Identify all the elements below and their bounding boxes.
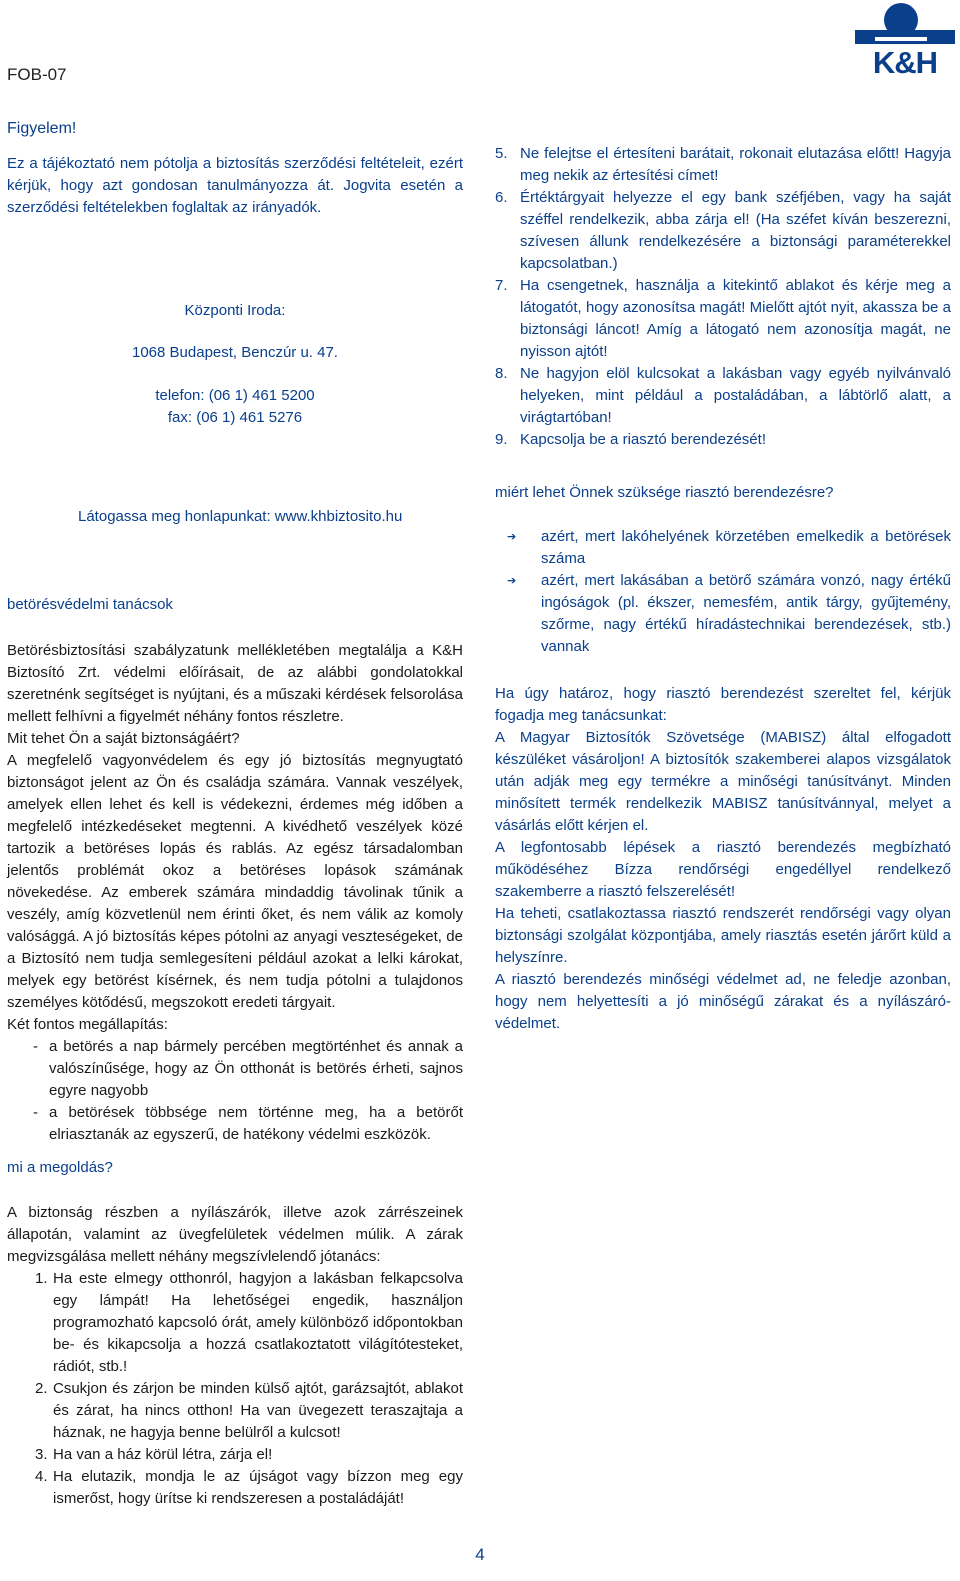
- list-item: 9. Kapcsolja be a riasztó berendezését!: [495, 431, 766, 448]
- list-item: 6. Értéktárgyait helyezze el egy bank széfjében, vagy ha saját széffel rendelkezik, abba zárja el! (Ha széfet kíván beszerezni, szívesen állunk rendelkezésére a biztonsági paraméterekkel kapcsolatban.): [495, 189, 951, 272]
- why-paragraph: A riasztó berendezés minőségi védelmet ad, ne feledje azonban, hogy nem helyettesíti a jó minőségű zárakat és a nyílászáró-védelmet.: [495, 971, 951, 1032]
- office-address: 1068 Budapest, Benczúr u. 47.: [132, 344, 338, 361]
- solution-body: [7, 1202, 463, 1510]
- advice-question: Mit tehet Ön a saját biztonságáért?: [7, 730, 240, 747]
- list-item: ➔ azért, mert lakóhelyének körzetében emelkedik a betörések száma: [507, 528, 951, 567]
- page-number: 4: [475, 1545, 485, 1564]
- warning-text: Ez a tájékoztató nem pótolja a biztosítás szerződési feltételeit, ezért kérjük, hogy azt gondosan tanulmányozza át. Jogvita esetén a szerződési feltételekben foglaltak az irányadók.: [7, 155, 463, 216]
- list-item: 1. Ha este elmegy otthonról, hagyjon a lakásban felkapcsolva egy lámpát! Ha lehetőségei engedik, használjon programozható kapcsoló órát, amely különböző időpontokban be- és kikapcsolja a hozzá csatlakoztatott világítótesteket, rádiót, stb.!: [35, 1270, 463, 1375]
- list-item: 4. Ha elutazik, mondja le az újságot vagy bízzon meg egy ismerőst, hogy ürítse ki rendszeresen a postaládáját!: [35, 1468, 463, 1507]
- why-paragraph: Ha teheti, csatlakoztassa riasztó rendszerét rendőrségi vagy olyan biztonsági szolgálat központjába, amely riasztás esetén járőrt küld a helyszínre.: [495, 905, 951, 966]
- advice-body: [7, 640, 463, 1146]
- list-item: 2. Csukjon és zárjon be minden külső ajtót, garázsajtót, ablakot és zárat, ha nincs otthon! Ha van üvegezett teraszajtaja a háznak, ne hagyja benne belülről a kulcsot!: [35, 1380, 463, 1441]
- advice-paragraph: A megfelelő vagyonvédelem és egy jó biztosítás megnyugtató biztonságot jelent az Ön és családja számára. Vannak veszélyek, amelyek ellen lehet és kell is védekezni, érdemes még időben a megfelelő intézkedéseket megtenni. A kivédhető veszélyek közé tartozik a betöréses lopás és rablás. Az egész társadalomban jelentős problémát okoz a betöréses lopások számának növekedése. Az emberek számára mindaddig távolinak tűnik a veszély, amíg közvetlenül nem érinti őket, és nem válik az komoly valósággá. A jó biztosítás képes pótolni az anyagi veszteségeket, de a Biztosító nem tudja semlegesíteni például azokat a lelki károkat, melyek egy betörést kísérnek, és nem tudja pótolni a tulajdonos személyes kötődésű, megszokott eredeti tárgyait.: [7, 752, 463, 1011]
- kh-logo-icon: [855, 0, 955, 80]
- list-item: 5. Ne felejtse el értesíteni barátait, rokonait elutazása előtt! Hagyja meg nekik az értesítési címet!: [495, 145, 951, 184]
- why-bullets: [495, 526, 951, 658]
- list-item: - a betörés a nap bármely percében megtörténhet és annak a valószínűsége, hogy az Ön otthonát is betörés érheti, sajnos egyre nagyobb: [7, 1036, 463, 1102]
- arrow-bullet-icon: ➔: [507, 575, 517, 587]
- document-code: FOB-07: [7, 65, 67, 84]
- arrow-bullet-icon: ➔: [507, 531, 517, 543]
- why-paragraph: Ha úgy határoz, hogy riasztó berendezést szereltet fel, kérjük fogadja meg tanácsunkat:: [495, 685, 951, 724]
- tips-list: [7, 1268, 463, 1510]
- why-paragraph: A Magyar Biztosítók Szövetsége (MABISZ) által elfogadott készüléket vásároljon! A biztosítók szakemberei alapos vizsgálatok után adják meg egy termékre a minőségi tanúsítványt. Minden minősített termék rendelkezik MABISZ tanúsítvánnyal, melyet a vásárlás előtt kérjen el.: [495, 729, 951, 834]
- list-item: 7. Ha csengetnek, használja a kitekintő ablakot és kérje meg a látogatót, hogy azonosítsa magát! Mielőtt ajtót nyit, akassza be a biztonsági láncot! Amíg a látogató nem azonosítja magát, ne nyisson ajtót!: [495, 277, 951, 360]
- website-link[interactable]: Látogassa meg honlapunkat: www.khbiztosito.hu: [78, 508, 403, 525]
- office-block: [7, 300, 463, 429]
- advice-findings-label: Két fontos megállapítás:: [7, 1016, 168, 1033]
- list-item: 3. Ha van a ház körül létra, zárja el!: [35, 1446, 273, 1463]
- logo-text: K&H: [872, 45, 938, 80]
- tips-list-continued: [495, 143, 951, 451]
- solution-title: mi a megoldás?: [7, 1159, 113, 1176]
- office-phone: telefon: (06 1) 461 5200: [155, 387, 315, 404]
- why-title: miért lehet Önnek szüksége riasztó berendezésre?: [495, 484, 834, 501]
- list-item: 8. Ne hagyjon elöl kulcsokat a lakásban vagy egyéb nyilvánvaló helyeken, mint például a postaládában, a lábtörlő alatt, a virágtartóban!: [495, 365, 951, 426]
- list-item: ➔ azért, mert lakásában a betörő számára vonzó, nagy értékű ingóságok (pl. ékszer, nemesfém, antik tárgy, gyűjtemény, szőrme, nagy értékű híradástechnikai berendezések, stb.) vannak: [507, 572, 951, 655]
- warning-title: Figyelem!: [7, 120, 77, 137]
- office-title: Központi Iroda:: [184, 302, 286, 319]
- advice-intro: Betörésbiztosítási szabályzatunk mellékletében megtalálja a K&H Biztosító Zrt. védelmi előírásait, de az alábbi gondolatokkal szeretnénk segítséget is nyújtani, és a műszaki kérdések felsorolása mellett felhívni a figyelmét néhány fontos részletre.: [7, 642, 463, 725]
- advice-title: betörésvédelmi tanácsok: [7, 596, 173, 613]
- office-fax: fax: (06 1) 461 5276: [167, 409, 303, 426]
- why-body: [495, 683, 951, 1035]
- list-item: - a betörések többsége nem történne meg, ha a betörőt elriasztanák az egyszerű, de hatékony védelmi eszközök.: [7, 1102, 463, 1146]
- findings-list: [7, 1036, 463, 1146]
- solution-intro: A biztonság részben a nyílászárók, illetve azok zárrészeinek állapotán, valamint az üvegfelületek védelmen múlik. A zárak megvizsgálása mellett néhány megszívlelendő jótanács:: [7, 1204, 463, 1265]
- why-paragraph: A legfontosabb lépések a riasztó berendezés megbízható működéséhez Bízza rendőrségi engedéllyel rendelkező szakemberre a riasztó felszerelését!: [495, 839, 951, 900]
